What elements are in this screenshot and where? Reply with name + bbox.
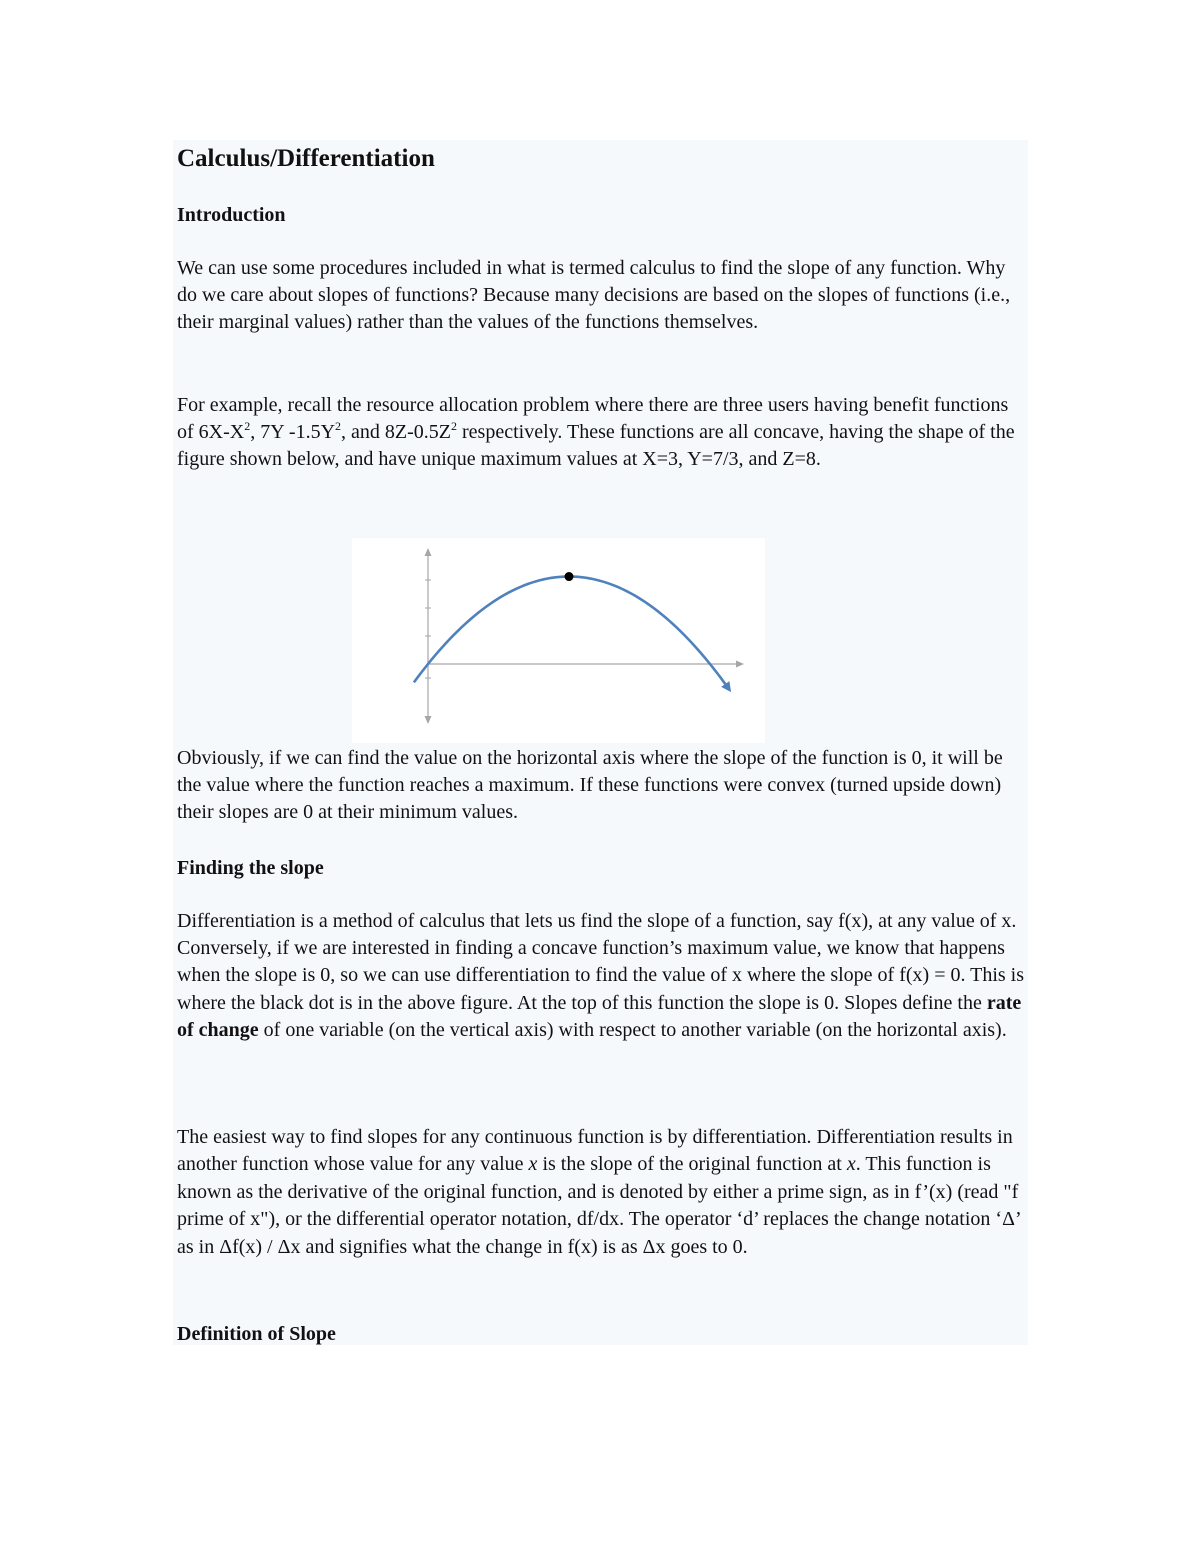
- text-run: is the slope of the original function at: [537, 1153, 847, 1176]
- superscript: 2: [244, 418, 251, 433]
- concave-function-figure: [352, 538, 765, 743]
- text-run: For example, recall the resource allocation problem where there are three users having benefit functions of 6X-X: [177, 394, 1009, 444]
- text-run: Differentiation is a method of calculus that lets us find the slope of a function, say f(x), at any value of x. Conversely, if we are interested in finding a concave function’s maximum value, we know that happens when the slope is 0, so we can use differentiation to find the value of x where the slope of f(x) = 0. This is where the black dot is in the above figure. At the top of this function the slope is 0. Slopes define the: [177, 910, 1025, 1014]
- curve-arrowhead: [721, 681, 731, 692]
- maximum-point-dot: [565, 572, 574, 581]
- section-heading-finding-slope: Finding the slope: [177, 857, 324, 879]
- paragraph-differentiation: [177, 908, 1027, 1044]
- concave-function-chart: [352, 538, 765, 743]
- italic-x: x: [528, 1153, 538, 1176]
- text-run: . This function is known as the derivative of the original function, and is denoted by either a prime sign, as in f’(x) (read "f prime of x"), or the differential operator notation, df/dx. The operator ‘d’ replaces the change notation ‘Δ’ as in Δf(x) / Δx and signifies what the change in f(x) is as Δx goes to 0.: [177, 1153, 1021, 1258]
- section-heading-introduction: Introduction: [177, 204, 286, 226]
- paragraph-obviously: Obviously, if we can find the value on the horizontal axis where the slope of the function is 0, it will be the value where the function reaches a maximum. If these functions were convex (turned upside down) their slopes are 0 at their minimum values.: [177, 747, 1003, 824]
- paragraph-easiest-way: [177, 1124, 1027, 1261]
- page-title: Calculus/Differentiation: [177, 145, 435, 172]
- text-run: , 7Y -1.5Y: [250, 421, 336, 444]
- text-run: , and 8Z-0.5Z: [341, 421, 452, 444]
- text-run: The easiest way to find slopes for any continuous function is by differentiation. Differentiation results in another function whose value for any value: [177, 1126, 1013, 1176]
- paragraph-example: [177, 392, 1027, 474]
- bold-term-rate-of-change: rate of change: [177, 991, 1022, 1041]
- x-axis-arrow: [736, 661, 744, 668]
- function-curve: [414, 577, 729, 689]
- superscript: 2: [451, 418, 458, 433]
- superscript: 2: [335, 418, 342, 433]
- section-heading-definition-of-slope: Definition of Slope: [177, 1323, 336, 1345]
- paragraph-intro: We can use some procedures included in what is termed calculus to find the slope of any function. Why do we care about slopes of functions? Because many decisions are based on the slopes of functions (i.e., their marginal values) rather than the values of the functions themselves.: [177, 257, 1011, 334]
- text-run: of one variable (on the vertical axis) with respect to another variable (on the horizontal axis).: [258, 1018, 1007, 1041]
- text-run: respectively. These functions are all concave, having the shape of the figure shown below, and have unique maximum values at X=3, Y=7/3, and Z=8.: [177, 421, 1015, 471]
- y-axis-arrow-bottom: [425, 716, 432, 724]
- italic-x: x: [846, 1153, 856, 1176]
- y-axis-arrow-top: [425, 548, 432, 556]
